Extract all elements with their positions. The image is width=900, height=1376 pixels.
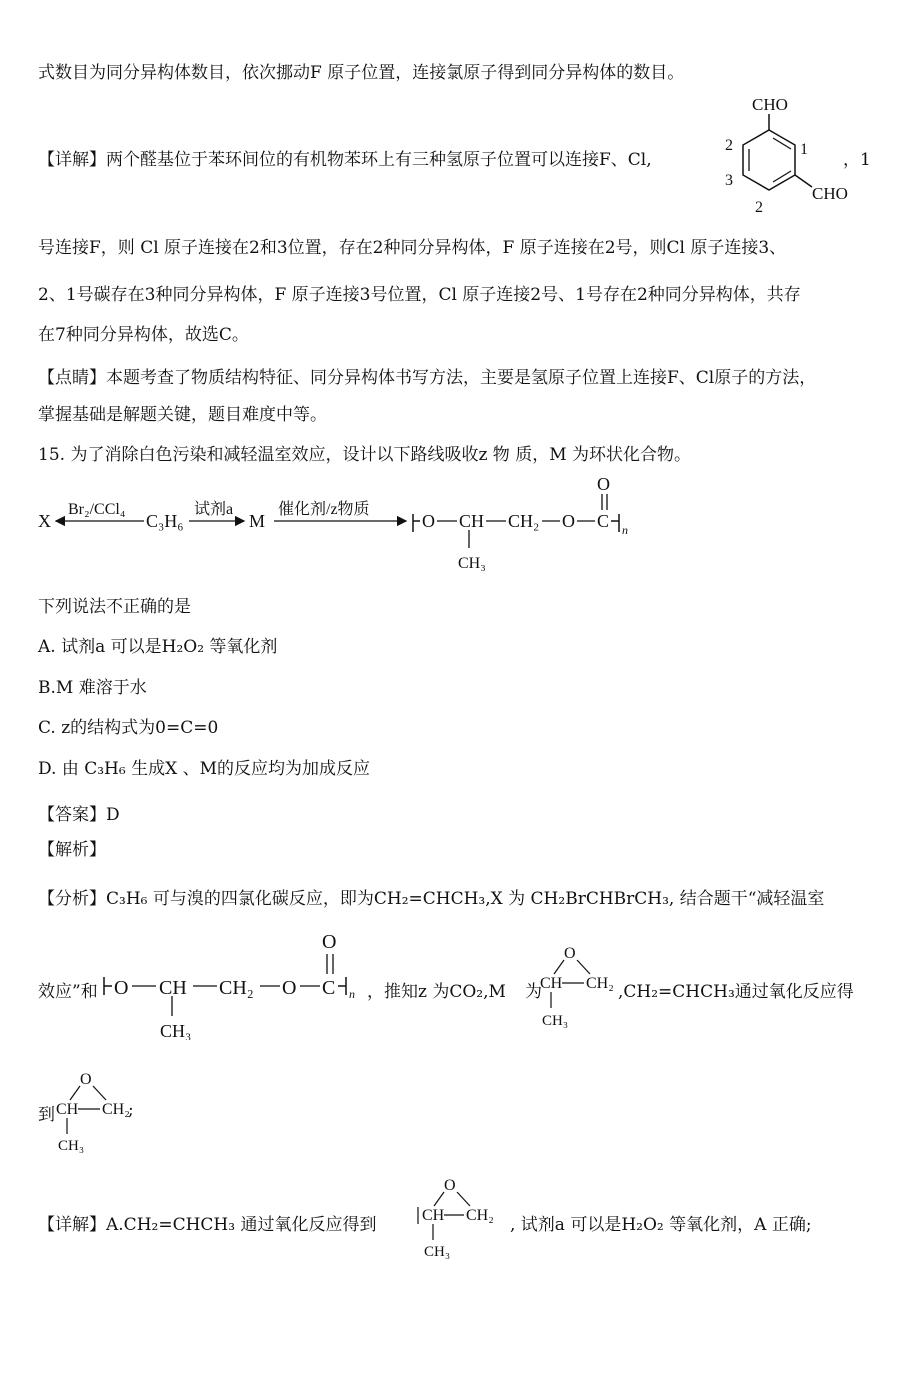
compound-m: M — [249, 511, 266, 531]
analysis-heading: 【解析】 — [38, 840, 106, 860]
cho-bottom: CHO — [812, 184, 848, 203]
text-line-3: 号连接F，则 Cl 原子连接在2和3位置，存在2种同分异构体，F 原子连接在2号，则Cl 原子连接3、 — [38, 238, 787, 258]
poly-n: n — [622, 523, 628, 537]
text-comment-2: 掌握基础是解题关键，题目难度中等。 — [38, 405, 327, 425]
epox1-o: O — [564, 945, 576, 962]
poly-o2: O — [562, 511, 575, 531]
analysis-line-2-start: 效应”和 — [38, 982, 98, 1002]
poly2-ch: CH — [159, 977, 187, 999]
analysis-line-3-start: 到 — [38, 1105, 55, 1125]
epox3-ch2: CH₂ — [466, 1207, 494, 1224]
epox1-ch2: CH₂ — [586, 975, 614, 992]
cho-top: CHO — [752, 95, 788, 114]
option-c: C. z的结构式为0=C=0 — [38, 718, 219, 738]
option-a: A. 试剂a 可以是H₂O₂ 等氧化剂 — [38, 637, 278, 657]
poly-o1: O — [422, 511, 435, 531]
poly-o-carbonyl: O — [597, 474, 610, 494]
epox2-ch: CH — [56, 1101, 79, 1118]
epox2-ch3: CH₃ — [58, 1138, 85, 1154]
epox2-ch2: CH₂ — [102, 1101, 130, 1118]
answer: 【答案】D — [38, 805, 120, 825]
question-prompt: 下列说法不正确的是 — [38, 597, 191, 617]
option-b: B.M 难溶于水 — [38, 678, 147, 698]
reaction-scheme — [36, 470, 656, 580]
poly-ch2: CH₂ — [508, 511, 540, 531]
poly-c: C — [597, 511, 610, 531]
text-detail-suffix: ，1 — [843, 150, 871, 170]
analysis-line-2-mid: ，推知z 为CO₂,M — [367, 982, 506, 1002]
detail-line-1-end: , 试剂a 可以是H₂O₂ 等氧化剂，A 正确; — [510, 1215, 812, 1235]
epoxide-structure-2 — [56, 1066, 166, 1156]
poly-ch3: CH₃ — [458, 555, 486, 572]
pos-3: 3 — [725, 172, 733, 189]
pos-2-top: 2 — [725, 137, 733, 154]
reagent-a: 试剂a — [194, 501, 234, 518]
poly2-o1: O — [114, 977, 129, 999]
question-15-stem: 15. 为了消除白色污染和减轻温室效应，设计以下路线吸收z 物 质，M 为环状化合物。 — [38, 445, 692, 465]
analysis-line-2-wei: 为 — [525, 982, 542, 1002]
epox3-ch: CH — [422, 1207, 445, 1224]
detail-line-1-start: 【详解】A.CH₂=CHCH₃ 通过氧化反应得到 — [38, 1215, 377, 1235]
text-line-4: 2、1号碳存在3种同分异构体，F 原子连接3号位置，Cl 原子连接2号、1号存在2种同分异构体，共存 — [38, 285, 801, 305]
pos-1: 1 — [800, 141, 808, 158]
poly2-o2: O — [282, 977, 297, 999]
epox3-o: O — [444, 1177, 456, 1194]
poly2-c: C — [322, 977, 336, 999]
polymer-structure-2 — [100, 930, 360, 1040]
poly2-o-carbonyl: O — [322, 931, 337, 953]
epox1-ch: CH — [540, 975, 563, 992]
option-d: D. 由 C₃H₆ 生成X 、M的反应均为加成反应 — [38, 759, 371, 779]
epox1-ch3: CH₃ — [542, 1013, 569, 1029]
text-comment-1: 【点睛】本题考查了物质结构特征、同分异构体书写方法，主要是氢原子位置上连接F、Cl原子的方法， — [38, 368, 817, 388]
epox3-ch3: CH₃ — [424, 1244, 451, 1260]
analysis-line-1: 【分析】C₃H₆ 可与溴的四氯化碳反应，即为CH₂=CHCH₃,X 为 CH₂BrCHBrCH₃, 结合题干“减轻温室 — [38, 889, 825, 909]
text-line-1: 式数目为同分异构体数目，依次挪动F 原子位置，连接氯原子得到同分异构体的数目。 — [38, 63, 685, 83]
poly2-ch3: CH₃ — [160, 1021, 192, 1040]
pos-2-bottom: 2 — [755, 199, 763, 216]
poly2-ch2: CH₂ — [219, 977, 254, 999]
text-detail-intro: 【详解】两个醛基位于苯环间位的有机物苯环上有三种氢原子位置可以连接F、Cl, — [38, 150, 652, 170]
epox2-o: O — [80, 1071, 92, 1088]
poly-ch: CH — [459, 511, 485, 531]
compound-c3h6: C₃H₆ — [146, 511, 184, 531]
text-line-5: 在7种同分异构体，故选C。 — [38, 325, 249, 345]
analysis-line-3-end: ; — [128, 1100, 134, 1120]
compound-x: X — [38, 511, 51, 531]
reagent-catalyst: 催化剂/z物质 — [278, 501, 370, 518]
reagent-br2: Br₂/CCl₄ — [68, 501, 126, 518]
analysis-line-2-end: ,CH₂=CHCH₃通过氧化反应得 — [618, 982, 854, 1002]
poly2-n: n — [349, 987, 355, 1001]
benzene-dialdehyde-structure — [712, 92, 862, 217]
